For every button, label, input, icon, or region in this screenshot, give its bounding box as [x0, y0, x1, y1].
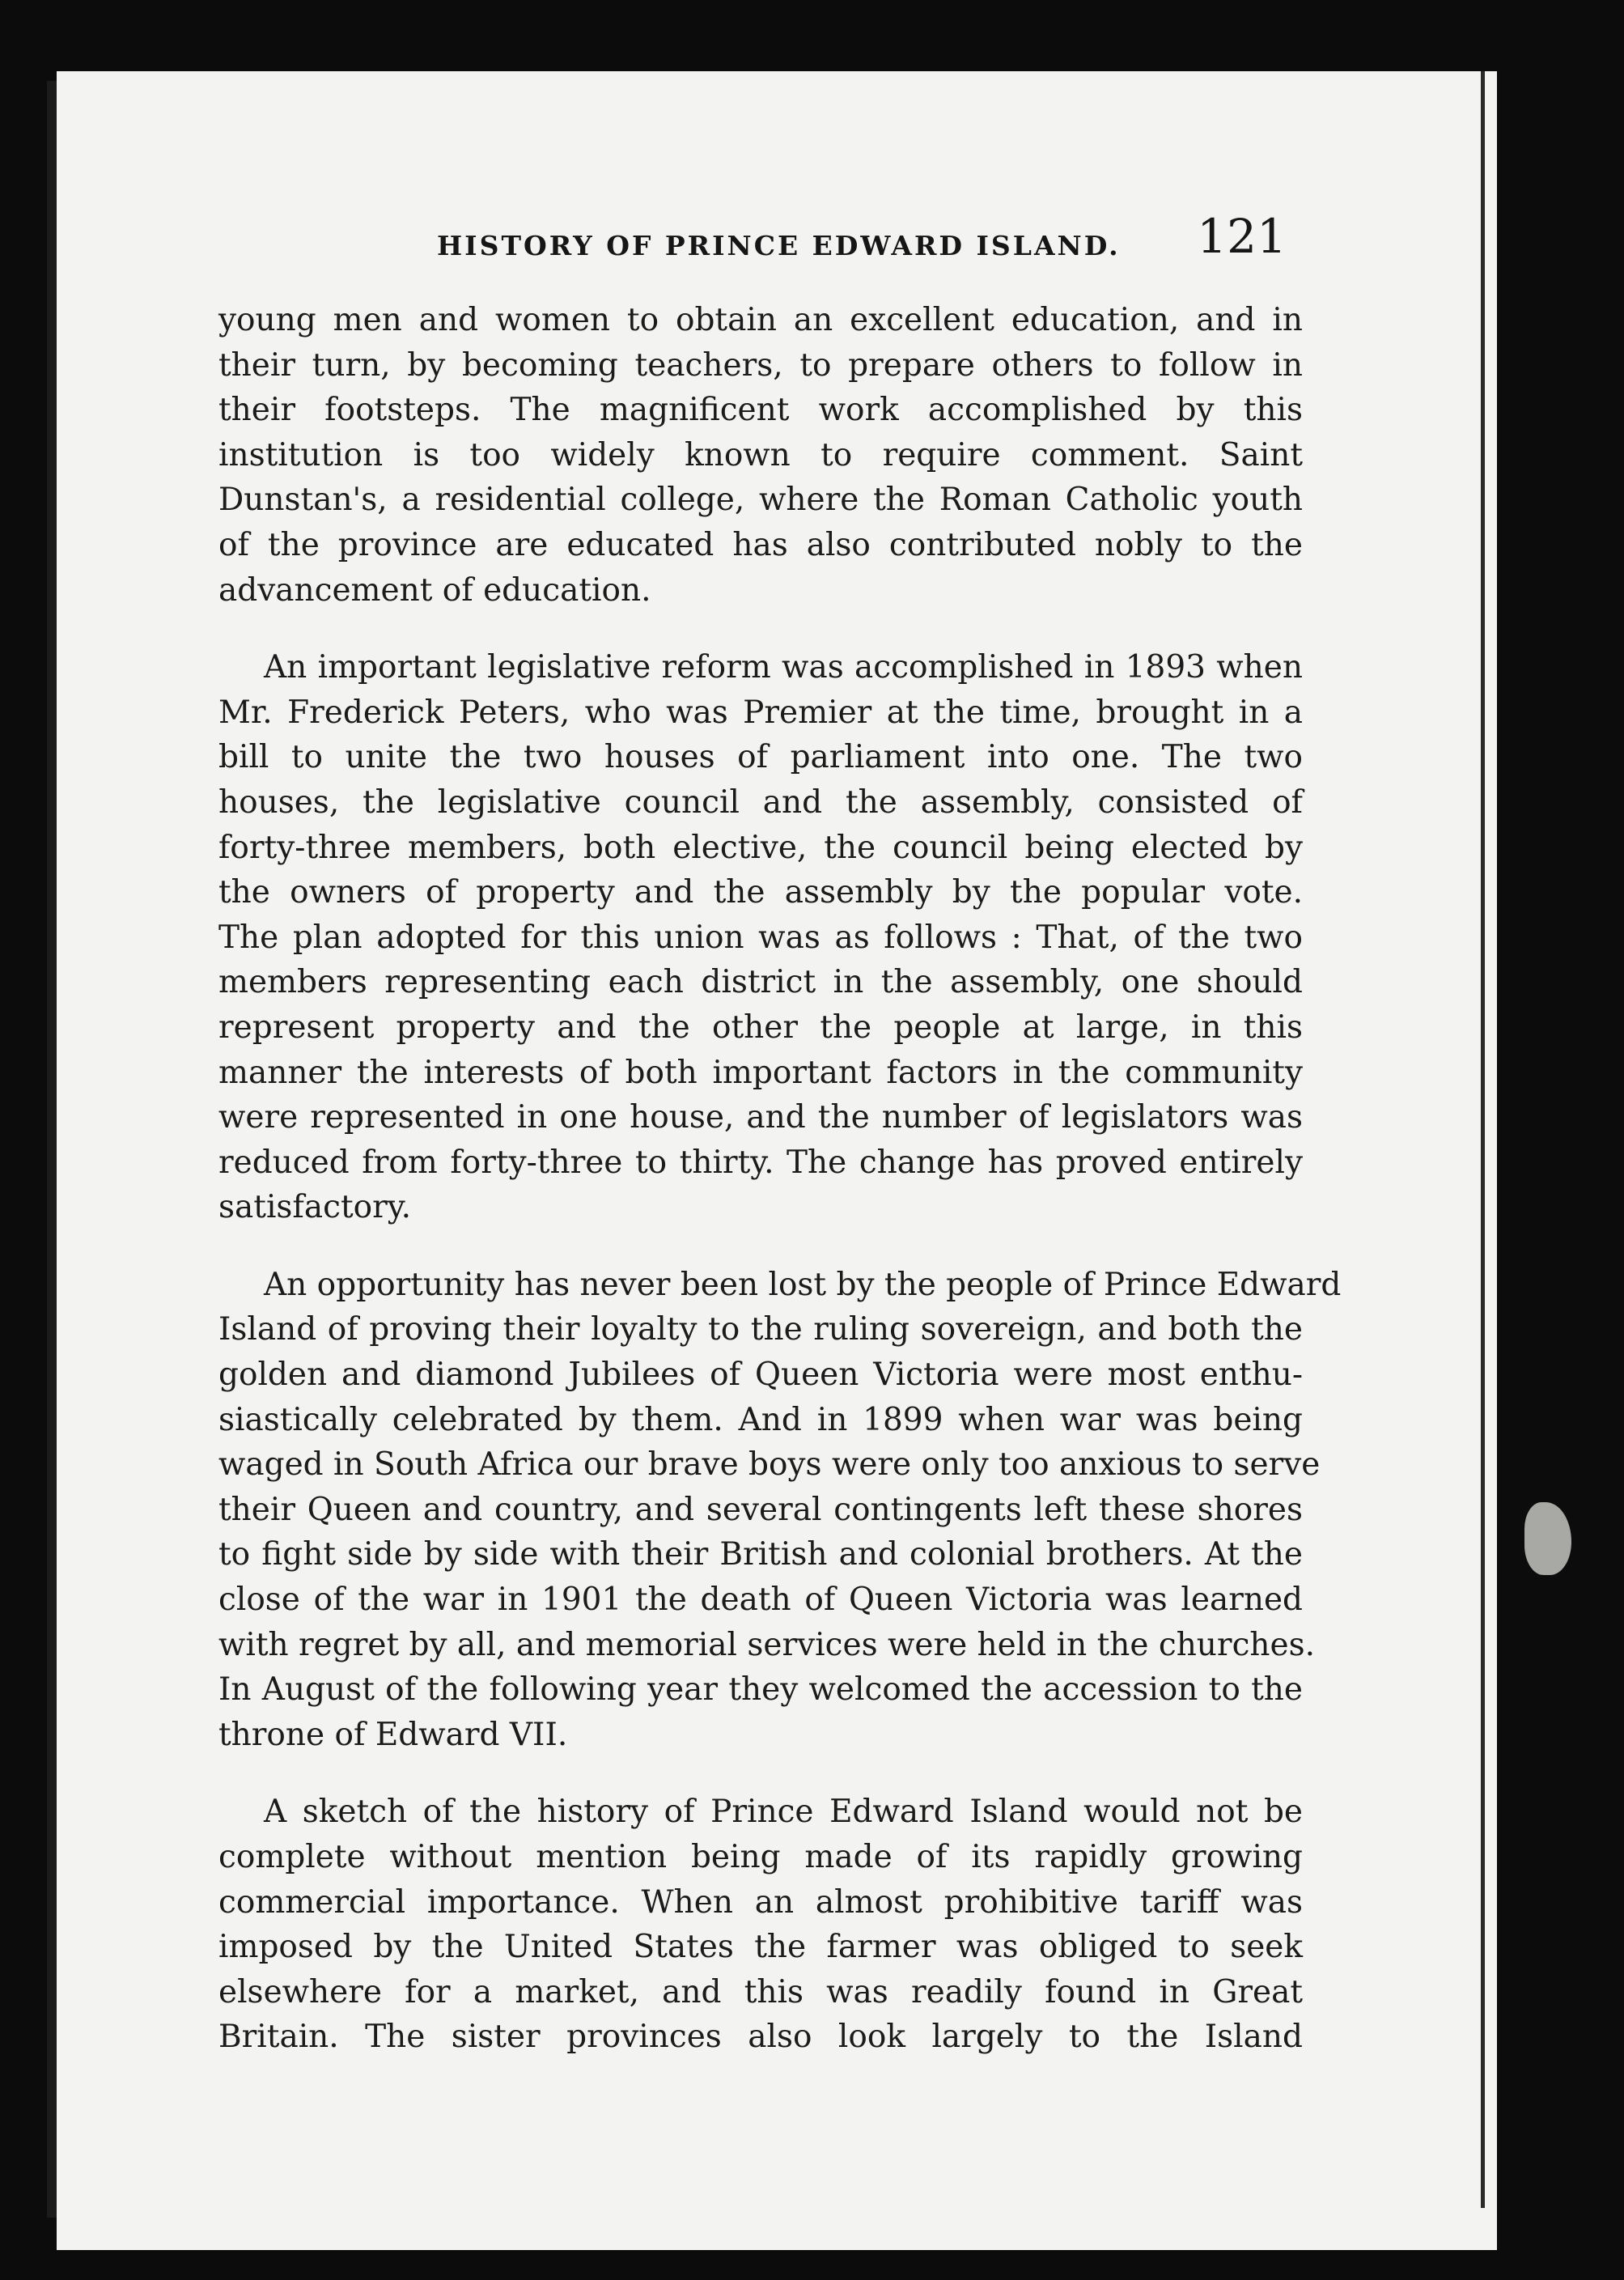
- text-line: Dunstan's, a residential college, where the Roman Catholic youth: [218, 482, 1303, 519]
- text-line: bill to unite the two houses of parliament into one. The two: [218, 739, 1303, 776]
- text-line: their turn, by becoming teachers, to prepare others to follow in: [218, 346, 1303, 384]
- running-title: HISTORY OF PRINCE EDWARD ISLAND.: [437, 230, 1121, 261]
- text-line: were represented in one house, and the number of legislators was: [218, 1099, 1303, 1136]
- paragraph-3: [218, 1263, 1342, 1758]
- text-line: In August of the following year they welcomed the accession to the: [218, 1671, 1303, 1709]
- text-line: their footsteps. The magnificent work accomplished by this: [218, 392, 1303, 429]
- text-line: with regret by all, and memorial services were held in the churches.: [218, 1626, 1316, 1663]
- text-line: satisfactory.: [218, 1189, 411, 1226]
- text-line: commercial importance. When an almost prohibitive tariff was: [218, 1883, 1303, 1921]
- text-line: advancement of education.: [218, 571, 651, 609]
- page-number: 121: [1197, 209, 1287, 264]
- text-line: close of the war in 1901 the death of Queen Victoria was learned: [218, 1582, 1303, 1619]
- text-line: their Queen and country, and several contingents left these shores: [218, 1491, 1303, 1528]
- text-line: houses, the legislative council and the assembly, consisted of: [218, 783, 1303, 821]
- text-line: The plan adopted for this union was as follows : That, of the two: [218, 919, 1303, 956]
- torn-paper-fragment: [1524, 1502, 1571, 1575]
- text-line: throne of Edward VII.: [218, 1716, 568, 1753]
- text-line: imposed by the United States the farmer was obliged to seek: [218, 1929, 1303, 1966]
- text-line: complete without mention being made of its rapidly growing: [218, 1839, 1303, 1875]
- text-line: manner the interests of both important factors in the community: [218, 1054, 1303, 1091]
- text-line: institution is too widely known to require comment. Saint: [218, 436, 1303, 473]
- text-line: Island of proving their loyalty to the ruling sovereign, and both the: [218, 1311, 1303, 1348]
- text-line: An important legislative reform was accomplished in 1893 when: [264, 649, 1303, 686]
- text-line: reduced from forty-three to thirty. The change has proved entirely: [218, 1144, 1303, 1181]
- text-line: of the province are educated has also contributed nobly to the: [218, 526, 1303, 563]
- text-line: Mr. Frederick Peters, who was Premier at the time, brought in a: [218, 694, 1303, 731]
- body-text: [218, 298, 1342, 2060]
- paragraph-2: [218, 645, 1303, 1230]
- text-line: Britain. The sister provinces also look largely to the Island: [218, 2019, 1303, 2056]
- paragraph-1: [218, 298, 1303, 613]
- text-line: young men and women to obtain an excellent education, and in: [218, 302, 1303, 338]
- text-line: members representing each district in the assembly, one should: [218, 964, 1303, 1001]
- text-line: the owners of property and the assembly by the popular vote.: [218, 874, 1303, 911]
- text-line: siastically celebrated by them. And in 1899 when war was being: [218, 1401, 1303, 1438]
- page-edge-shadow: [1481, 71, 1485, 2208]
- text-line: to fight side by side with their British and colonial brothers. At the: [218, 1536, 1303, 1573]
- text-line: forty-three members, both elective, the council being elected by: [218, 829, 1303, 866]
- text-line: golden and diamond Jubilees of Queen Victoria were most enthu-: [218, 1357, 1303, 1394]
- paragraph-4: [218, 1790, 1303, 2060]
- text-line: waged in South Africa our brave boys were only too anxious to serve: [218, 1446, 1321, 1484]
- text-line: represent property and the other the people at large, in this: [218, 1008, 1303, 1046]
- page-header: [218, 202, 1287, 267]
- text-line: elsewhere for a market, and this was readily found in Great: [218, 1973, 1303, 2010]
- text-line: A sketch of the history of Prince Edward Island would not be: [264, 1794, 1303, 1831]
- text-line: An opportunity has never been lost by the people of Prince Edward: [264, 1266, 1342, 1303]
